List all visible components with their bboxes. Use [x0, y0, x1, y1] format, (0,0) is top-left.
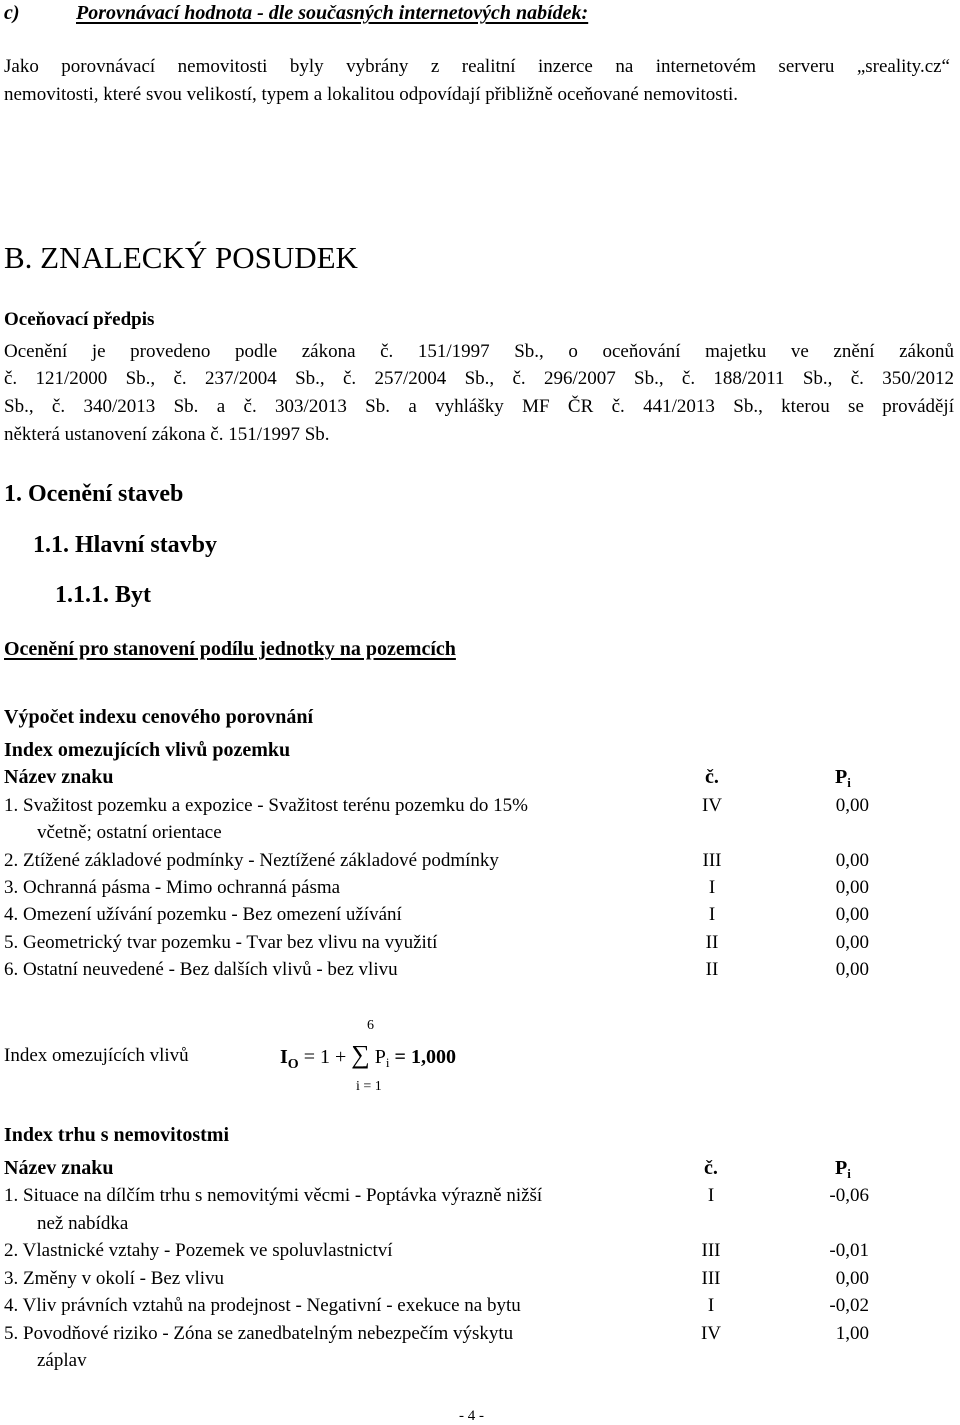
table-row-name: 1. Svažitost pozemku a expozice - Svažitost terénu pozemku do 15% [4, 795, 528, 816]
table-row-name: 2. Vlastnické vztahy - Pozemek ve spoluvlastnictví [4, 1240, 393, 1261]
table-row-name: 4. Omezení užívání pozemku - Bez omezení užívání [4, 904, 402, 925]
table-row-value: -0,02 [829, 1295, 869, 1316]
table1-col-name: Název znaku [4, 766, 114, 788]
table2-col-name: Název znaku [4, 1157, 114, 1179]
table-row-name-cont: záplav [37, 1350, 87, 1371]
table-row-number: I [708, 877, 716, 898]
formula-lhs: I [280, 1046, 288, 1068]
formula-lower-limit: i = 1 [356, 1079, 382, 1094]
paragraph-line: Jako porovnávací nemovitosti byly vybrány z realitní inzerce na internetovém serveru „sreality.cz“ [4, 56, 950, 77]
table-row-value: 0,00 [835, 1268, 869, 1289]
table-row-value: 0,00 [835, 932, 869, 953]
paragraph-line: některá ustanovení zákona č. 151/1997 Sb. [4, 424, 330, 445]
paragraph-line: Ocenění je provedeno podle zákona č. 151/1997 Sb., o oceňování majetku ve znění zákonů [4, 341, 954, 362]
paragraph-line: nemovitosti, které svou velikostí, typem a lokalitou odpovídají přibližně oceňované nemovitosti. [4, 84, 739, 105]
section-heading: B. ZNALECKÝ POSUDEK [4, 240, 358, 275]
table-row-value: 0,00 [835, 795, 869, 816]
section-title: Porovnávací hodnota - dle současných internetových nabídek: [76, 2, 589, 24]
formula-p-sub: i [385, 1055, 390, 1070]
table-row-name: 2. Ztížené základové podmínky - Neztížené základové podmínky [4, 850, 499, 871]
section-label: c) [4, 2, 20, 24]
table-row-value: 0,00 [835, 959, 869, 980]
vypocet-heading: Výpočet indexu cenového porovnání [4, 706, 314, 728]
heading-level-1: 1. Ocenění staveb [4, 481, 184, 507]
table-row-number: III [702, 850, 722, 871]
table-row-number: II [705, 932, 719, 953]
table-row-value: 0,00 [835, 877, 869, 898]
predpis-heading: Oceňovací předpis [4, 309, 155, 330]
table-row-number: I [707, 1185, 715, 1206]
table-row-number: I [708, 904, 716, 925]
table-row-value: 0,00 [835, 850, 869, 871]
table-row-name: 4. Vliv právních vztahů na prodejnost - Negativní - exekuce na bytu [4, 1295, 521, 1316]
table1-col-p: $P_i$ [835, 766, 851, 790]
heading-level-3: 1.1.1. Byt [55, 582, 151, 608]
table-row-value: 1,00 [835, 1323, 869, 1344]
table2-title: Index trhu s nemovitostmi [4, 1124, 230, 1146]
formula-upper-limit: 6 [367, 1018, 374, 1033]
table-row-name: 5. Povodňové riziko - Zóna se zanedbatelným nebezpečím výskytu [4, 1323, 514, 1344]
formula-p: P [374, 1046, 386, 1068]
table1-col-number: č. [705, 766, 719, 788]
table-row-number: I [707, 1295, 715, 1316]
formula-lhs-sub: O [287, 1057, 299, 1072]
page-number: - 4 - [459, 1408, 484, 1424]
oceneni-heading: Ocenění pro stanovení podílu jednotky na pozemcích [4, 638, 456, 660]
paragraph-line: č. 121/2000 Sb., č. 237/2004 Sb., č. 257/2004 Sb., č. 296/2007 Sb., č. 188/2011 Sb., č. 350/2012 [4, 368, 954, 389]
formula-result: = 1,000 [394, 1046, 456, 1068]
table-row-name-cont: včetně; ostatní orientace [37, 822, 222, 843]
table-row-name: 1. Situace na dílčím trhu s nemovitými věcmi - Poptávka výrazně nižší [4, 1185, 543, 1206]
table-row-value: 0,00 [835, 904, 869, 925]
table-row-number: II [705, 959, 719, 980]
table-row-name-cont: než nabídka [37, 1213, 129, 1234]
table-row-name: 3. Ochranná pásma - Mimo ochranná pásma [4, 877, 341, 898]
table-row-number: III [701, 1268, 721, 1289]
table-row-name: 6. Ostatní neuvedené - Bez dalších vlivů - bez vlivu [4, 959, 398, 980]
table2-col-number: č. [704, 1157, 718, 1179]
sum-icon: ∑ [351, 1040, 370, 1069]
paragraph-line: Sb., č. 340/2013 Sb. a č. 303/2013 Sb. a vyhlášky MF ČR č. 441/2013 Sb., kterou se provádějí [4, 396, 954, 417]
table2-col-p: $P_i$ [835, 1157, 851, 1181]
table-row-name: 5. Geometrický tvar pozemku - Tvar bez vlivu na využití [4, 932, 438, 953]
formula-label: Index omezujících vlivů [4, 1045, 189, 1066]
table-row-number: III [701, 1240, 721, 1261]
table-row-name: 3. Změny v okolí - Bez vlivu [4, 1268, 225, 1289]
table1-title: Index omezujících vlivů pozemku [4, 739, 291, 761]
formula-expression [280, 1040, 456, 1072]
table-row-value: -0,01 [829, 1240, 869, 1261]
heading-level-2: 1.1. Hlavní stavby [33, 532, 218, 558]
table-row-value: -0,06 [829, 1185, 869, 1206]
table-row-number: IV [700, 1323, 722, 1344]
table-row-number: IV [701, 795, 723, 816]
formula-rhs-start: = 1 + [303, 1046, 347, 1068]
